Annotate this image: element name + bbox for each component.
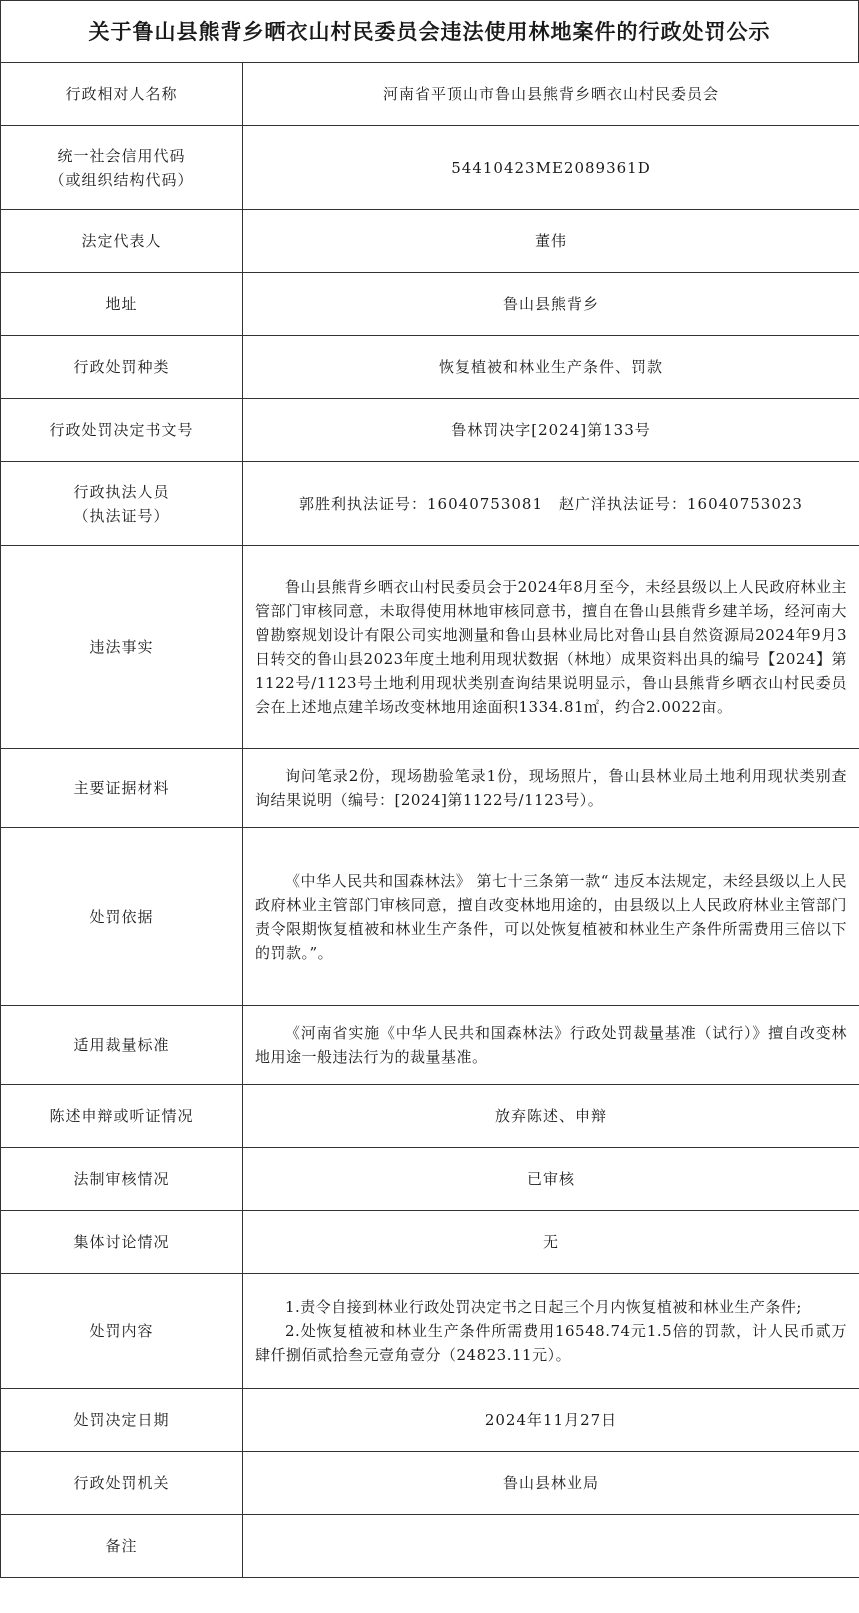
- row-value-party-name: 河南省平顶山市鲁山县熊背乡晒衣山村民委员会: [243, 63, 859, 126]
- row-value-legal-rep: 董伟: [243, 210, 859, 273]
- row-value-discretion-standard: [243, 1006, 859, 1085]
- table-row: [1, 63, 859, 126]
- row-label-address: 地址: [1, 273, 243, 336]
- row-label-penalty-content: 处罚内容: [1, 1274, 243, 1389]
- row-value-penalty-basis: [243, 828, 859, 1006]
- row-label-discretion-standard: 适用裁量标准: [1, 1006, 243, 1085]
- row-label-penalty-type: 行政处罚种类: [1, 336, 243, 399]
- table-row: [1, 1515, 859, 1578]
- row-value-violation-facts: [243, 546, 859, 749]
- penalty-info-table: [0, 62, 859, 1578]
- row-label-decision-number: 行政处罚决定书文号: [1, 399, 243, 462]
- row-label-credit-code: 统一社会信用代码 （或组织结构代码）: [1, 126, 243, 210]
- table-row: [1, 126, 859, 210]
- row-value-evidence: [243, 749, 859, 828]
- penalty-content-line-2: 2.处恢复植被和林业生产条件所需费用16548.74元1.5倍的罚款，计人民币贰万肆仟捌佰贰拾叁元壹角壹分（24823.11元）。: [255, 1322, 847, 1364]
- row-label-evidence: 主要证据材料: [1, 749, 243, 828]
- row-label-collective-discussion: 集体讨论情况: [1, 1211, 243, 1274]
- row-value-officers: 郭胜利执法证号：16040753081 赵广洋执法证号：16040753023: [243, 462, 859, 546]
- table-row: [1, 399, 859, 462]
- row-value-credit-code: 54410423ME2089361D: [243, 126, 859, 210]
- row-value-penalty-type: 恢复植被和林业生产条件、罚款: [243, 336, 859, 399]
- row-value-authority: 鲁山县林业局: [243, 1452, 859, 1515]
- row-label-legal-review: 法制审核情况: [1, 1148, 243, 1211]
- table-row: [1, 336, 859, 399]
- row-value-remarks: [243, 1515, 859, 1578]
- violation-facts-text: 鲁山县熊背乡晒衣山村民委员会于2024年8月至今，未经县级以上人民政府林业主管部门审核同意，未取得使用林地审核同意书，擅自在鲁山县熊背乡建羊场，经河南大曾勘察规划设计有限公司实地测量和鲁山县林业局比对鲁山县自然资源局2024年9月3日转交的鲁山县2023年度土地利用现状数据（林地）成果资料出具的编号【2024】第1122号/1123号土地利用现状类别查询结果说明显示，鲁山县熊背乡晒衣山村民委员会在上述地点建羊场改变林地用途面积1334.81㎡，约合2.0022亩。: [255, 578, 847, 716]
- table-row: [1, 1211, 859, 1274]
- evidence-text: 询问笔录2份，现场勘验笔录1份，现场照片，鲁山县林业局土地利用现状类别查询结果说明（编号：[2024]第1122号/1123号）。: [255, 767, 847, 809]
- table-row: [1, 828, 859, 1006]
- penalty-content-line-1: 1.责令自接到林业行政处罚决定书之日起三个月内恢复植被和林业生产条件;: [285, 1298, 802, 1316]
- table-row: [1, 273, 859, 336]
- table-row: [1, 1148, 859, 1211]
- table-row: [1, 1452, 859, 1515]
- row-value-hearing: 放弃陈述、申辩: [243, 1085, 859, 1148]
- table-row: [1, 210, 859, 273]
- row-value-collective-discussion: 无: [243, 1211, 859, 1274]
- row-label-authority: 行政处罚机关: [1, 1452, 243, 1515]
- row-value-penalty-content: [243, 1274, 859, 1389]
- row-value-decision-date: 2024年11月27日: [243, 1389, 859, 1452]
- table-row: [1, 749, 859, 828]
- row-label-hearing: 陈述申辩或听证情况: [1, 1085, 243, 1148]
- row-label-decision-date: 处罚决定日期: [1, 1389, 243, 1452]
- row-value-legal-review: 已审核: [243, 1148, 859, 1211]
- document-title: 关于鲁山县熊背乡晒衣山村民委员会违法使用林地案件的行政处罚公示: [0, 0, 859, 62]
- discretion-standard-text: 《河南省实施《中华人民共和国森林法》行政处罚裁量基准（试行）》擅自改变林地用途一般违法行为的裁量基准。: [255, 1024, 847, 1066]
- table-row: [1, 1389, 859, 1452]
- row-label-penalty-basis: 处罚依据: [1, 828, 243, 1006]
- row-label-violation-facts: 违法事实: [1, 546, 243, 749]
- row-label-party-name: 行政相对人名称: [1, 63, 243, 126]
- table-row: [1, 1274, 859, 1389]
- row-label-officers: 行政执法人员 （执法证号）: [1, 462, 243, 546]
- table-row: [1, 546, 859, 749]
- row-label-legal-rep: 法定代表人: [1, 210, 243, 273]
- table-row: [1, 462, 859, 546]
- row-label-remarks: 备注: [1, 1515, 243, 1578]
- row-value-decision-number: 鲁林罚决字[2024]第133号: [243, 399, 859, 462]
- row-value-address: 鲁山县熊背乡: [243, 273, 859, 336]
- table-row: [1, 1006, 859, 1085]
- table-row: [1, 1085, 859, 1148]
- penalty-basis-text: 《中华人民共和国森林法》 第七十三条第一款“ 违反本法规定，未经县级以上人民政府林业主管部门审核同意，擅自改变林地用途的，由县级以上人民政府林业主管部门责令限期恢复植被和林业生产条件，可以处恢复植被和林业生产条件所需费用三倍以下的罚款。”。: [255, 871, 847, 962]
